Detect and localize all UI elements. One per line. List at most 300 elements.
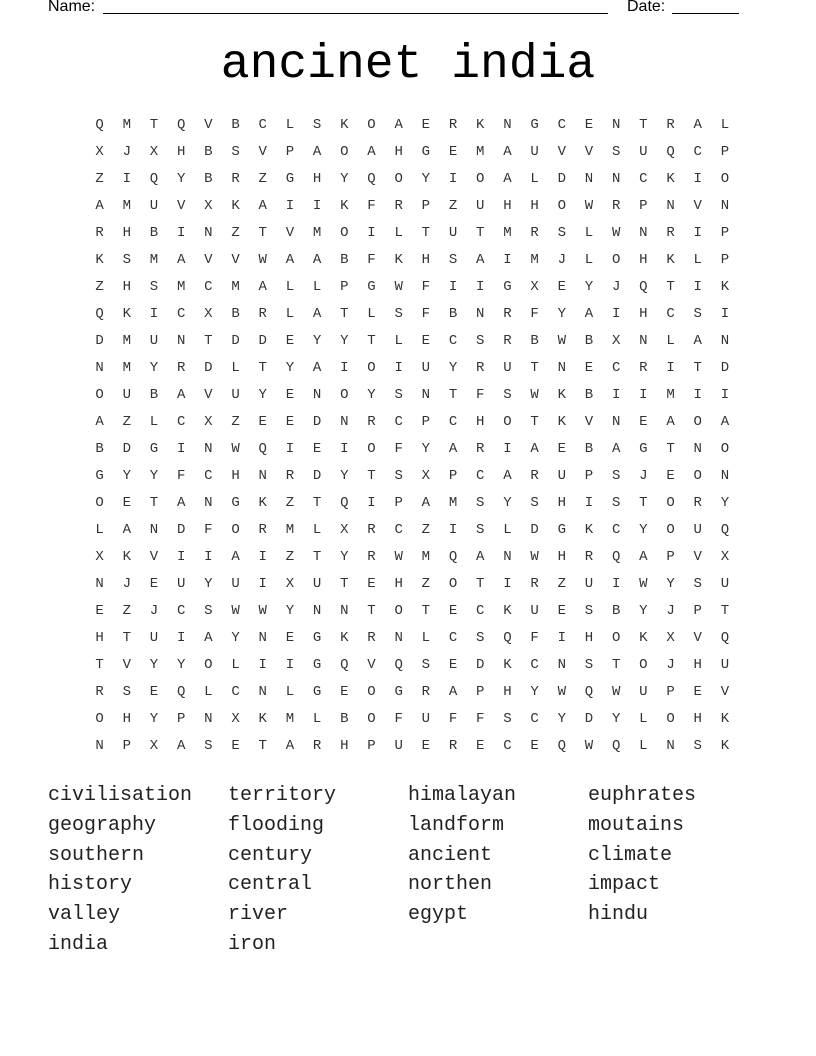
grid-cell[interactable]: E: [557, 441, 566, 457]
grid-cell[interactable]: X: [530, 279, 539, 295]
grid-cell[interactable]: U: [231, 387, 240, 403]
grid-cell[interactable]: E: [149, 576, 159, 592]
grid-cell[interactable]: W: [530, 387, 539, 403]
grid-cell[interactable]: Y: [312, 333, 322, 349]
grid-cell[interactable]: O: [611, 630, 621, 646]
grid-cell[interactable]: M: [312, 225, 322, 241]
grid-cell[interactable]: F: [530, 630, 539, 646]
grid-cell[interactable]: S: [476, 333, 485, 349]
grid-cell[interactable]: O: [666, 711, 675, 727]
grid-cell[interactable]: Y: [258, 387, 267, 403]
grid-cell[interactable]: S: [394, 387, 403, 403]
grid-cell[interactable]: L: [421, 630, 431, 646]
grid-cell[interactable]: O: [720, 441, 730, 457]
grid-cell[interactable]: H: [231, 468, 240, 484]
grid-cell[interactable]: A: [122, 522, 131, 538]
grid-cell[interactable]: B: [611, 603, 621, 619]
grid-cell[interactable]: N: [258, 468, 267, 484]
grid-cell[interactable]: I: [693, 279, 702, 295]
grid-cell[interactable]: Q: [666, 144, 675, 160]
grid-cell[interactable]: V: [204, 387, 213, 403]
grid-cell[interactable]: A: [503, 468, 512, 484]
grid-cell[interactable]: E: [421, 117, 431, 133]
grid-cell[interactable]: G: [530, 117, 539, 133]
grid-cell[interactable]: F: [394, 441, 403, 457]
grid-cell[interactable]: R: [448, 117, 458, 133]
grid-cell[interactable]: C: [448, 414, 458, 430]
grid-cell[interactable]: Y: [421, 441, 431, 457]
grid-cell[interactable]: C: [530, 657, 539, 673]
grid-cell[interactable]: M: [421, 549, 431, 565]
grid-cell[interactable]: G: [95, 468, 104, 484]
grid-cell[interactable]: Z: [421, 522, 431, 538]
grid-cell[interactable]: F: [367, 252, 376, 268]
grid-cell[interactable]: E: [231, 738, 240, 754]
grid-cell[interactable]: Y: [557, 711, 566, 727]
grid-cell[interactable]: I: [584, 495, 594, 511]
grid-cell[interactable]: L: [394, 225, 403, 241]
grid-cell[interactable]: V: [584, 144, 594, 160]
grid-cell[interactable]: A: [176, 738, 186, 754]
grid-cell[interactable]: I: [611, 576, 621, 592]
grid-cell[interactable]: W: [557, 684, 566, 700]
grid-cell[interactable]: L: [693, 252, 702, 268]
grid-cell[interactable]: I: [503, 576, 512, 592]
grid-cell[interactable]: T: [204, 333, 213, 349]
grid-cell[interactable]: O: [666, 522, 675, 538]
grid-cell[interactable]: Y: [340, 171, 349, 187]
grid-cell[interactable]: O: [611, 252, 621, 268]
grid-cell[interactable]: S: [312, 117, 322, 133]
grid-cell[interactable]: O: [639, 657, 648, 673]
grid-cell[interactable]: E: [448, 657, 458, 673]
grid-cell[interactable]: G: [503, 279, 512, 295]
grid-cell[interactable]: S: [611, 144, 621, 160]
grid-cell[interactable]: Q: [611, 738, 621, 754]
grid-cell[interactable]: N: [476, 306, 485, 322]
grid-cell[interactable]: R: [530, 225, 539, 241]
grid-cell[interactable]: O: [503, 414, 512, 430]
grid-cell[interactable]: I: [367, 225, 376, 241]
grid-cell[interactable]: R: [693, 495, 702, 511]
grid-cell[interactable]: Y: [584, 279, 594, 295]
grid-cell[interactable]: X: [95, 549, 104, 565]
grid-cell[interactable]: K: [340, 117, 349, 133]
grid-cell[interactable]: N: [149, 522, 159, 538]
grid-cell[interactable]: T: [258, 360, 267, 376]
grid-cell[interactable]: L: [204, 684, 213, 700]
grid-cell[interactable]: C: [176, 306, 186, 322]
grid-cell[interactable]: G: [312, 630, 322, 646]
grid-cell[interactable]: B: [204, 144, 213, 160]
grid-cell[interactable]: M: [122, 117, 131, 133]
grid-cell[interactable]: K: [394, 252, 403, 268]
grid-cell[interactable]: H: [340, 738, 349, 754]
grid-cell[interactable]: A: [666, 414, 675, 430]
grid-cell[interactable]: I: [340, 360, 349, 376]
grid-cell[interactable]: D: [204, 360, 213, 376]
grid-cell[interactable]: E: [285, 333, 295, 349]
grid-cell[interactable]: O: [367, 711, 376, 727]
grid-cell[interactable]: U: [312, 576, 322, 592]
grid-cell[interactable]: E: [122, 495, 131, 511]
grid-cell[interactable]: R: [394, 198, 403, 214]
grid-cell[interactable]: V: [122, 657, 131, 673]
grid-cell[interactable]: T: [693, 360, 702, 376]
grid-cell[interactable]: N: [666, 198, 675, 214]
grid-cell[interactable]: H: [95, 630, 104, 646]
grid-cell[interactable]: K: [503, 603, 512, 619]
grid-cell[interactable]: A: [176, 495, 186, 511]
grid-cell[interactable]: L: [503, 522, 512, 538]
grid-cell[interactable]: A: [176, 387, 186, 403]
grid-cell[interactable]: B: [448, 306, 458, 322]
grid-cell[interactable]: L: [231, 657, 240, 673]
grid-cell[interactable]: I: [693, 387, 702, 403]
grid-cell[interactable]: O: [394, 603, 403, 619]
grid-cell[interactable]: T: [666, 441, 675, 457]
grid-cell[interactable]: K: [503, 657, 512, 673]
grid-cell[interactable]: U: [557, 468, 566, 484]
grid-cell[interactable]: I: [285, 441, 295, 457]
grid-cell[interactable]: I: [367, 495, 376, 511]
grid-cell[interactable]: N: [204, 495, 213, 511]
grid-cell[interactable]: Z: [231, 414, 240, 430]
grid-cell[interactable]: Y: [149, 360, 159, 376]
grid-cell[interactable]: I: [611, 306, 621, 322]
grid-cell[interactable]: R: [448, 738, 458, 754]
grid-cell[interactable]: V: [720, 684, 730, 700]
grid-cell[interactable]: F: [448, 711, 458, 727]
grid-cell[interactable]: S: [584, 603, 594, 619]
grid-cell[interactable]: N: [95, 360, 104, 376]
grid-cell[interactable]: S: [204, 738, 213, 754]
grid-cell[interactable]: Z: [448, 198, 458, 214]
grid-cell[interactable]: X: [204, 198, 213, 214]
grid-cell[interactable]: I: [258, 576, 267, 592]
grid-cell[interactable]: L: [666, 333, 675, 349]
grid-cell[interactable]: Y: [176, 657, 186, 673]
grid-cell[interactable]: Z: [95, 171, 104, 187]
grid-cell[interactable]: L: [231, 360, 240, 376]
grid-cell[interactable]: R: [367, 549, 376, 565]
grid-cell[interactable]: S: [693, 306, 702, 322]
grid-cell[interactable]: N: [176, 333, 186, 349]
grid-cell[interactable]: N: [204, 225, 213, 241]
grid-cell[interactable]: M: [149, 252, 159, 268]
grid-cell[interactable]: Y: [367, 387, 376, 403]
grid-cell[interactable]: M: [122, 333, 131, 349]
grid-cell[interactable]: E: [476, 738, 485, 754]
grid-cell[interactable]: K: [122, 549, 131, 565]
grid-cell[interactable]: E: [530, 738, 539, 754]
grid-cell[interactable]: S: [557, 225, 566, 241]
grid-cell[interactable]: W: [530, 549, 539, 565]
grid-cell[interactable]: D: [312, 414, 322, 430]
grid-cell[interactable]: T: [149, 495, 159, 511]
grid-cell[interactable]: V: [204, 117, 213, 133]
grid-cell[interactable]: O: [95, 711, 104, 727]
grid-cell[interactable]: I: [476, 279, 485, 295]
grid-cell[interactable]: D: [122, 441, 131, 457]
grid-cell[interactable]: A: [312, 144, 322, 160]
grid-cell[interactable]: X: [611, 333, 621, 349]
grid-cell[interactable]: Q: [258, 441, 267, 457]
grid-cell[interactable]: V: [258, 144, 267, 160]
grid-cell[interactable]: H: [122, 225, 131, 241]
grid-cell[interactable]: Q: [340, 657, 349, 673]
grid-cell[interactable]: N: [394, 630, 403, 646]
grid-cell[interactable]: A: [258, 279, 267, 295]
grid-cell[interactable]: R: [611, 198, 621, 214]
grid-cell[interactable]: Y: [557, 306, 566, 322]
grid-cell[interactable]: I: [312, 198, 322, 214]
grid-cell[interactable]: W: [584, 738, 594, 754]
grid-cell[interactable]: N: [720, 468, 730, 484]
grid-cell[interactable]: U: [476, 198, 485, 214]
grid-cell[interactable]: C: [666, 306, 675, 322]
grid-cell[interactable]: Q: [611, 549, 621, 565]
grid-cell[interactable]: G: [394, 684, 403, 700]
grid-cell[interactable]: Z: [285, 495, 295, 511]
grid-cell[interactable]: N: [639, 333, 648, 349]
grid-cell[interactable]: R: [666, 225, 675, 241]
grid-cell[interactable]: V: [584, 414, 594, 430]
grid-cell[interactable]: B: [584, 387, 594, 403]
grid-cell[interactable]: B: [530, 333, 539, 349]
grid-cell[interactable]: Y: [149, 711, 159, 727]
grid-cell[interactable]: O: [231, 522, 240, 538]
grid-cell[interactable]: C: [530, 711, 539, 727]
grid-cell[interactable]: C: [204, 468, 213, 484]
grid-cell[interactable]: E: [693, 684, 702, 700]
grid-cell[interactable]: T: [122, 630, 131, 646]
grid-cell[interactable]: U: [584, 576, 594, 592]
grid-cell[interactable]: L: [95, 522, 104, 538]
grid-cell[interactable]: Y: [448, 360, 458, 376]
grid-cell[interactable]: L: [584, 225, 594, 241]
grid-cell[interactable]: I: [176, 630, 186, 646]
grid-cell[interactable]: T: [312, 495, 322, 511]
grid-cell[interactable]: Z: [258, 171, 267, 187]
grid-cell[interactable]: H: [639, 306, 648, 322]
grid-cell[interactable]: H: [530, 198, 539, 214]
grid-cell[interactable]: A: [503, 144, 512, 160]
grid-cell[interactable]: U: [149, 333, 159, 349]
date-field[interactable]: [672, 0, 739, 14]
grid-cell[interactable]: F: [421, 306, 431, 322]
grid-cell[interactable]: N: [340, 414, 349, 430]
grid-cell[interactable]: E: [285, 630, 295, 646]
grid-cell[interactable]: K: [584, 522, 594, 538]
grid-cell[interactable]: A: [95, 414, 104, 430]
grid-cell[interactable]: C: [204, 279, 213, 295]
grid-cell[interactable]: Z: [122, 603, 131, 619]
grid-cell[interactable]: C: [693, 144, 702, 160]
grid-cell[interactable]: X: [421, 468, 431, 484]
grid-cell[interactable]: V: [176, 198, 186, 214]
grid-cell[interactable]: U: [122, 387, 131, 403]
grid-cell[interactable]: E: [557, 279, 566, 295]
grid-cell[interactable]: T: [530, 360, 539, 376]
grid-cell[interactable]: C: [258, 117, 267, 133]
grid-cell[interactable]: T: [639, 117, 648, 133]
grid-cell[interactable]: B: [231, 306, 240, 322]
grid-cell[interactable]: Q: [149, 171, 159, 187]
grid-cell[interactable]: A: [312, 306, 322, 322]
grid-cell[interactable]: L: [312, 279, 322, 295]
grid-cell[interactable]: B: [149, 387, 159, 403]
grid-cell[interactable]: U: [448, 225, 458, 241]
grid-cell[interactable]: S: [611, 495, 621, 511]
grid-cell[interactable]: L: [285, 117, 295, 133]
grid-cell[interactable]: J: [557, 252, 566, 268]
grid-cell[interactable]: I: [448, 279, 458, 295]
grid-cell[interactable]: J: [149, 603, 159, 619]
grid-cell[interactable]: H: [476, 414, 485, 430]
grid-cell[interactable]: C: [176, 414, 186, 430]
grid-cell[interactable]: H: [557, 549, 566, 565]
grid-cell[interactable]: Y: [231, 630, 240, 646]
grid-cell[interactable]: Z: [95, 279, 104, 295]
grid-cell[interactable]: L: [285, 306, 295, 322]
grid-cell[interactable]: K: [258, 495, 267, 511]
grid-cell[interactable]: P: [720, 225, 730, 241]
grid-cell[interactable]: D: [720, 360, 730, 376]
grid-cell[interactable]: H: [503, 684, 512, 700]
grid-cell[interactable]: K: [557, 387, 566, 403]
grid-cell[interactable]: H: [122, 711, 131, 727]
grid-cell[interactable]: W: [611, 684, 621, 700]
grid-cell[interactable]: X: [149, 144, 159, 160]
grid-cell[interactable]: U: [720, 576, 730, 592]
grid-cell[interactable]: E: [584, 117, 594, 133]
grid-cell[interactable]: Y: [639, 522, 648, 538]
grid-cell[interactable]: H: [584, 630, 594, 646]
grid-cell[interactable]: P: [367, 738, 376, 754]
grid-cell[interactable]: F: [204, 522, 213, 538]
grid-cell[interactable]: B: [231, 117, 240, 133]
grid-cell[interactable]: C: [394, 414, 403, 430]
grid-cell[interactable]: N: [204, 711, 213, 727]
grid-cell[interactable]: V: [204, 252, 213, 268]
grid-cell[interactable]: N: [693, 441, 702, 457]
grid-cell[interactable]: O: [557, 198, 566, 214]
grid-cell[interactable]: I: [285, 657, 295, 673]
grid-cell[interactable]: Y: [340, 549, 349, 565]
grid-cell[interactable]: O: [340, 225, 349, 241]
grid-cell[interactable]: G: [421, 144, 431, 160]
grid-cell[interactable]: T: [421, 603, 431, 619]
grid-cell[interactable]: C: [448, 333, 458, 349]
grid-cell[interactable]: Z: [122, 414, 131, 430]
grid-cell[interactable]: T: [367, 603, 376, 619]
grid-cell[interactable]: R: [231, 171, 240, 187]
grid-cell[interactable]: D: [95, 333, 104, 349]
grid-cell[interactable]: E: [421, 738, 431, 754]
grid-cell[interactable]: P: [176, 711, 186, 727]
grid-cell[interactable]: T: [258, 225, 267, 241]
grid-cell[interactable]: I: [666, 360, 675, 376]
grid-cell[interactable]: B: [149, 225, 159, 241]
grid-cell[interactable]: F: [476, 711, 485, 727]
grid-cell[interactable]: C: [476, 468, 485, 484]
grid-cell[interactable]: T: [258, 738, 267, 754]
grid-cell[interactable]: C: [176, 603, 186, 619]
grid-cell[interactable]: X: [149, 738, 159, 754]
grid-cell[interactable]: K: [720, 279, 730, 295]
grid-cell[interactable]: O: [666, 495, 675, 511]
grid-cell[interactable]: O: [340, 387, 349, 403]
grid-cell[interactable]: V: [285, 225, 295, 241]
grid-cell[interactable]: O: [448, 576, 458, 592]
grid-cell[interactable]: T: [666, 279, 675, 295]
grid-cell[interactable]: P: [666, 684, 675, 700]
grid-cell[interactable]: T: [149, 117, 159, 133]
grid-cell[interactable]: S: [204, 603, 213, 619]
grid-cell[interactable]: R: [312, 738, 322, 754]
grid-cell[interactable]: T: [611, 657, 621, 673]
grid-cell[interactable]: D: [530, 522, 539, 538]
grid-cell[interactable]: B: [584, 441, 594, 457]
grid-cell[interactable]: F: [530, 306, 539, 322]
grid-cell[interactable]: L: [149, 414, 159, 430]
grid-cell[interactable]: K: [476, 117, 485, 133]
grid-cell[interactable]: N: [503, 549, 512, 565]
grid-cell[interactable]: I: [557, 630, 566, 646]
grid-cell[interactable]: N: [611, 171, 621, 187]
grid-cell[interactable]: S: [448, 252, 458, 268]
grid-cell[interactable]: P: [340, 279, 349, 295]
grid-cell[interactable]: R: [95, 684, 104, 700]
grid-cell[interactable]: G: [639, 441, 648, 457]
grid-cell[interactable]: S: [584, 657, 594, 673]
grid-cell[interactable]: P: [448, 468, 458, 484]
grid-cell[interactable]: I: [720, 306, 730, 322]
grid-cell[interactable]: H: [394, 576, 403, 592]
grid-cell[interactable]: U: [149, 198, 159, 214]
grid-cell[interactable]: S: [122, 684, 131, 700]
grid-cell[interactable]: Y: [421, 171, 431, 187]
grid-cell[interactable]: I: [122, 171, 131, 187]
grid-cell[interactable]: V: [367, 657, 376, 673]
grid-cell[interactable]: I: [693, 225, 702, 241]
grid-cell[interactable]: M: [476, 144, 485, 160]
grid-cell[interactable]: K: [258, 711, 267, 727]
grid-cell[interactable]: C: [476, 603, 485, 619]
grid-cell[interactable]: C: [611, 360, 621, 376]
grid-cell[interactable]: T: [639, 495, 648, 511]
grid-cell[interactable]: A: [394, 117, 403, 133]
grid-cell[interactable]: U: [530, 603, 539, 619]
grid-cell[interactable]: N: [258, 684, 267, 700]
grid-cell[interactable]: O: [367, 117, 376, 133]
grid-cell[interactable]: R: [503, 333, 512, 349]
grid-cell[interactable]: I: [176, 225, 186, 241]
grid-cell[interactable]: N: [666, 738, 675, 754]
grid-cell[interactable]: C: [557, 117, 566, 133]
grid-cell[interactable]: N: [611, 414, 621, 430]
grid-cell[interactable]: V: [557, 144, 566, 160]
grid-cell[interactable]: H: [394, 144, 403, 160]
grid-cell[interactable]: Y: [122, 468, 131, 484]
grid-cell[interactable]: A: [231, 549, 240, 565]
grid-cell[interactable]: V: [149, 549, 159, 565]
grid-cell[interactable]: S: [503, 387, 512, 403]
grid-cell[interactable]: A: [584, 306, 594, 322]
grid-cell[interactable]: A: [448, 684, 458, 700]
grid-cell[interactable]: L: [530, 171, 539, 187]
